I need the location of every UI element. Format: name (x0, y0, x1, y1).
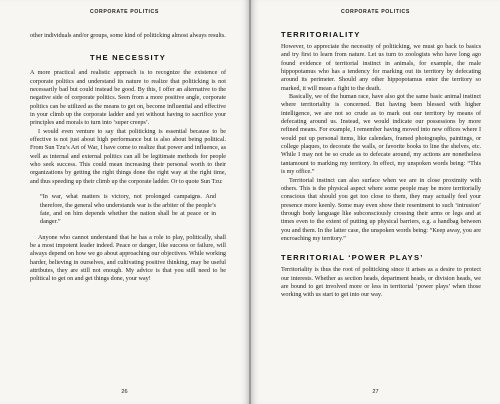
left-page (0, 0, 249, 404)
section-heading: THE NECESSITY (90, 53, 166, 63)
left-page-body (30, 32, 226, 284)
paragraph: I would even venture to say that politicking is essential because to be effective is not just about high performance but is also about being political. From Sun Tzu’s Art of War, I have come to realize that power and influence, as well as internal and external politics can all be legitimate methods for people who seek success. This could mean increasing their personal worth to their organizations by getting the right things done the right way at the right time, and thus speeding up their climb up the corporate ladder. Or to quote Sun Tzu: (30, 128, 226, 185)
paragraph: Territoriality is thus the root of politicking since it arises as a desire to protect our interests. Whether as section heads, department heads, or division heads, we are bound to get involved more or less in territorial ‘power plays’ when those working with us start to get into our way. (281, 267, 481, 299)
paragraph: However, to appreciate the necessity of politicking, we must go back to basics and try first to learn from nature. Let us turn to zoologists who have long ago found evidence of territorial instinct in animals, for example, the male hippopotamus who has a tendency for marking out its territory by defecating around its perimeter. Should any other hippopotamus enter the territory so marked, it will mean a fight to the death. (281, 44, 481, 92)
paragraph: Territorial instinct can also surface when we are in close proximity with others. This is the physical aspect where some people may be more territorially conscious that should you get too close to them, they may actually feel your presence more keenly. Some may even show their resentment to such ‘intrusion’ through body language like subconsciously crossing their arms or legs and at times even to the extent of putting up physical barriers, e.g. a handbag between you and them. In the latter case, the unspoken words being: “Keep away, you are encroaching my territory.” (281, 177, 481, 242)
paragraph: Basically, we of the human race, have also got the same basic animal instinct where territoriality is concerned. But having been blessed with higher intelligence, we are not so crude as to mark out our territory by means of defecating around us. Instead, we would indicate our possessions by more refined means. For example, I remember having moved into new offices where I would put up personal items, like calendars, framed photographs, paintings, or college plaques, to decorate the walls, or favorite books to line the shelves, etc. While I may not be so crude as to defecate around, my actions are nonetheless tantamount to marking my territory. In effect, my unspoken words being: “This is my office.” (281, 94, 481, 176)
intro-text: other individuals and/or groups, some kind of politicking almost always results. (30, 33, 226, 39)
right-page-body (281, 30, 481, 300)
running-head: CORPORATE POLITICS (90, 9, 159, 15)
paragraph: Anyone who cannot understand that he has a role to play, politically, shall be a most impotent leader indeed. Peace or danger, like success or failure, will always depend on how we go about approaching our objectives. While working harder, believing in ourselves, and cultivating positive thinking, may be useful attributes, they are still not enough. My advice is that you still need to be political to get on and get things done, your way! (30, 234, 226, 283)
paragraph: A more practical and realistic approach is to recognize the existence of corporate politics and understand its nature to realize that politicking is not necessarily bad but could instead be good. By this, I offer an alternative to the negative side of corporate politics. Seen from a more positive angle, corporate politics can be utilized as the means to get on, become influential and effective in your climb up the corporate ladder and yet without having to sacrifice your principles and morals to turn into ‘super creeps’. (30, 70, 226, 127)
section-heading: TERRITORIAL ‘POWER PLAYS’ (281, 253, 424, 263)
right-page (251, 0, 500, 404)
running-head: CORPORATE POLITICS (341, 9, 410, 15)
section-heading: TERRITORIALITY (281, 30, 361, 39)
page-number: 27 (372, 389, 379, 395)
page-number: 26 (121, 389, 128, 395)
block-quote: “In war, what matters is victory, not prolonged campaigns. And therefore, the general who understands war is the arbiter of the people’s fate, and on him depends whether the nation shall be at peace or in danger.” (40, 194, 216, 226)
